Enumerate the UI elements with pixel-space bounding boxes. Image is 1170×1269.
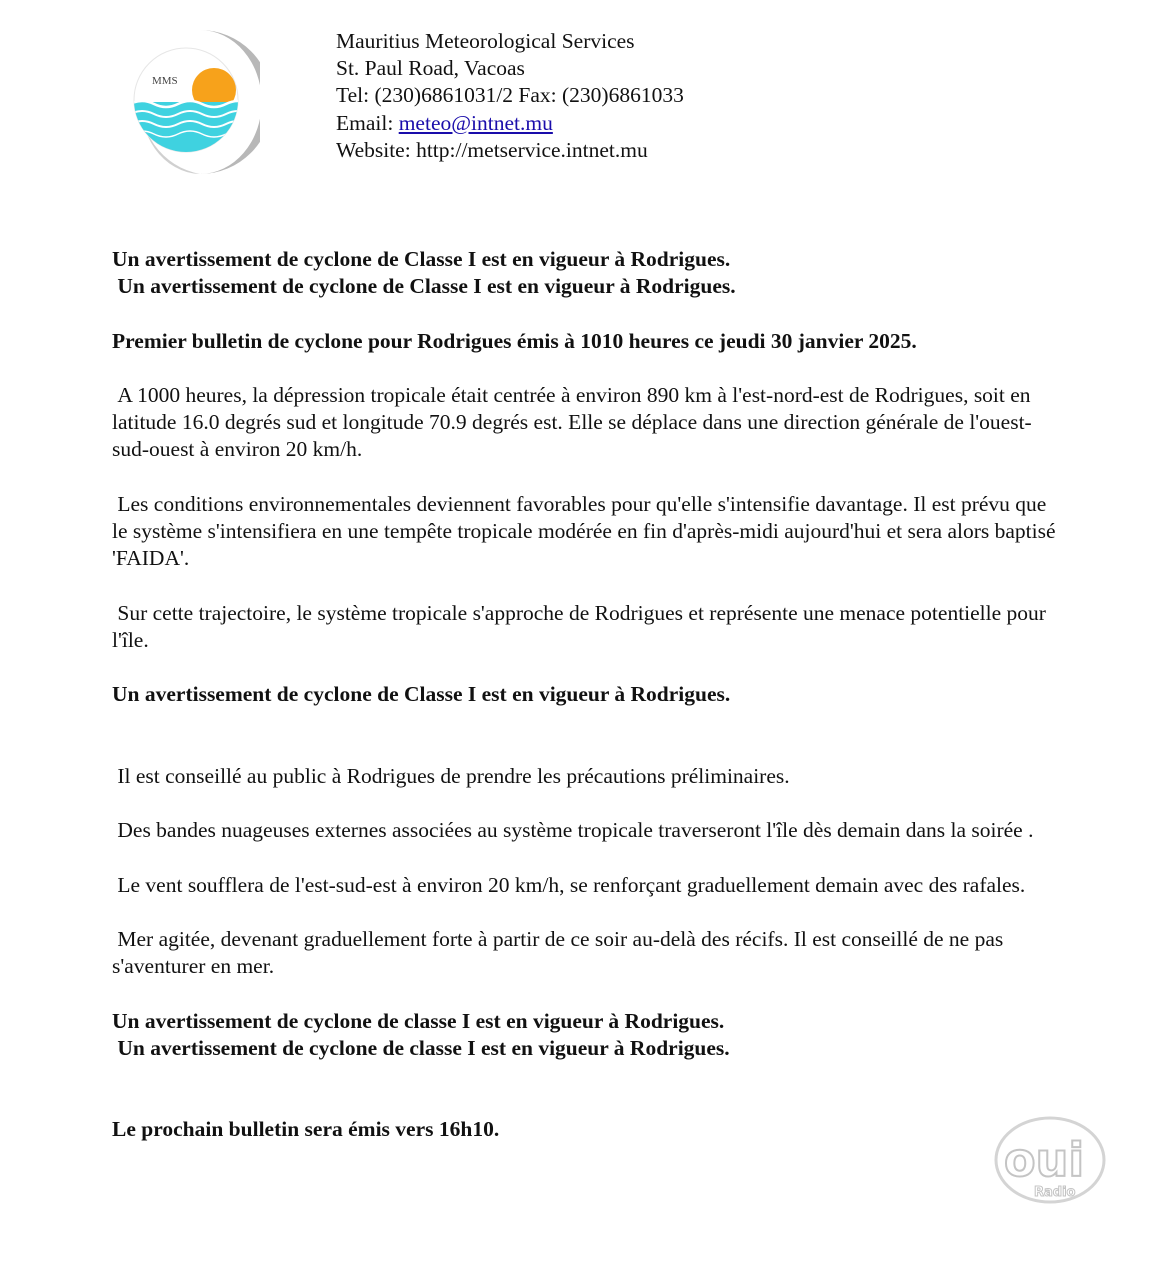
org-email-line bbox=[336, 110, 684, 137]
org-website: Website: http://metservice.intnet.mu bbox=[336, 137, 648, 162]
org-address: St. Paul Road, Vacoas bbox=[336, 56, 525, 81]
oui-radio-watermark bbox=[992, 1114, 1112, 1206]
watermark-sub: Radio bbox=[1034, 1185, 1076, 1200]
paragraph-sea: Mer agitée, devenant graduellement forte à partir de ce soir au-delà des récifs. Il est conseillé de ne pas s'aventurer en mer. bbox=[112, 926, 1009, 979]
paragraph-advice: Il est conseillé au public à Rodrigues de prendre les précautions préliminaires. bbox=[112, 763, 790, 788]
paragraph-wind: Le vent soufflera de l'est-sud-est à environ 20 km/h, se renforçant graduellement demain avec des rafales. bbox=[112, 872, 1026, 897]
bulletin-title: Premier bulletin de cyclone pour Rodrigues émis à 1010 heures ce jeudi 30 janvier 2025. bbox=[112, 328, 917, 353]
warning-line-1: Un avertissement de cyclone de Classe I est en vigueur à Rodrigues. bbox=[112, 247, 731, 271]
email-link[interactable]: meteo@intnet.mu bbox=[398, 110, 553, 135]
org-phone: Tel: (230)6861031/2 Fax: (230)6861033 bbox=[336, 83, 684, 108]
bulletin-body bbox=[112, 246, 1062, 1144]
email-label: Email: bbox=[336, 110, 399, 135]
watermark-brand: oui bbox=[1004, 1133, 1085, 1187]
warning-line-2: Un avertissement de cyclone de Classe I est en vigueur à Rodrigues. bbox=[112, 274, 736, 299]
logo-text: MMS bbox=[152, 75, 178, 87]
warning-line-5: Un avertissement de cyclone de classe I est en vigueur à Rodrigues. bbox=[112, 1035, 730, 1060]
paragraph-position: A 1000 heures, la dépression tropicale était centrée à environ 890 km à l'est-nord-est de Rodrigues, soit en latitude 16.0 degrés sud et longitude 70.9 degrés est. Elle se déplace dans une direction générale de l'ouest-sud-ouest à environ 20 km/h. bbox=[112, 382, 1036, 462]
paragraph-trajectory: Sur cette trajectoire, le système tropicale s'approche de Rodrigues et représente une menace potentielle pour l'île. bbox=[112, 600, 1052, 652]
warning-line-4: Un avertissement de cyclone de classe I est en vigueur à Rodrigues. bbox=[112, 1008, 725, 1033]
paragraph-clouds: Des bandes nuageuses externes associées au système tropicale traverseront l'île dès demain dans la soirée . bbox=[112, 818, 1034, 843]
next-bulletin: Le prochain bulletin sera émis vers 16h10. bbox=[112, 1117, 500, 1142]
warning-line-3: Un avertissement de cyclone de Classe I est en vigueur à Rodrigues. bbox=[112, 682, 731, 707]
paragraph-conditions: Les conditions environnementales deviennent favorables pour qu'elle s'intensifie davantage. Il est prévu que le système s'intensifiera en une tempête tropicale modérée en fin d'après-midi aujourd'hui et sera alors baptisé 'FAIDA'. bbox=[112, 491, 1061, 571]
mms-logo bbox=[130, 22, 260, 182]
header-contact bbox=[336, 28, 684, 164]
org-name: Mauritius Meteorological Services bbox=[336, 29, 635, 53]
